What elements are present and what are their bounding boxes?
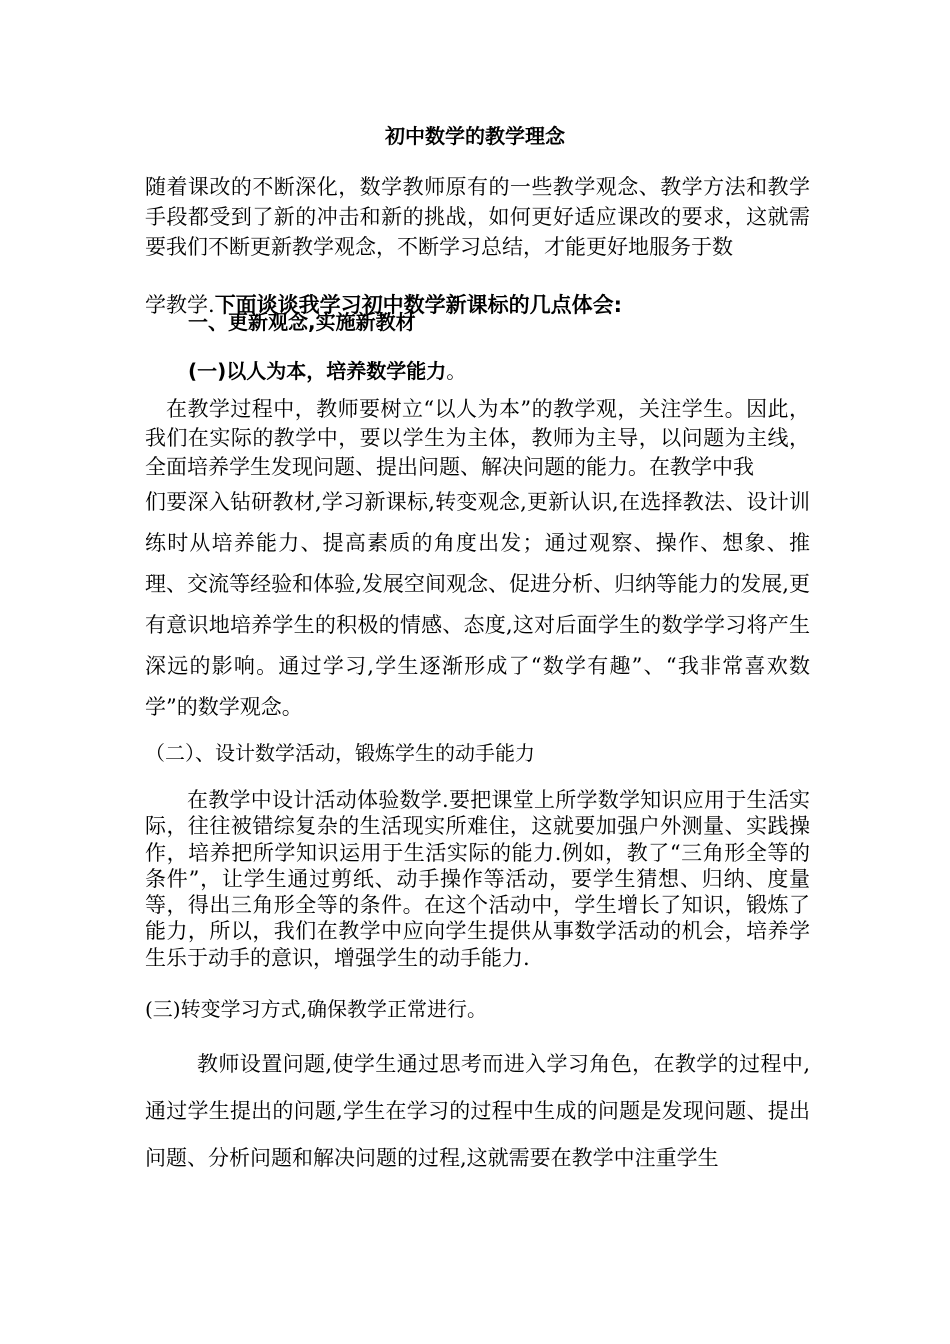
subsection-heading-1-text: (一)以人为本，培养数学能力: [188, 359, 447, 383]
document-title: 初中数学的教学理念: [385, 124, 565, 148]
subsection-3-paragraph: 教师设置问题,使学生通过思考而进入学习角色，在教学的过程中,通过学生提出的问题,学生在学习的过程中生成的问题是发现问题、提出问题、分析问题和解决问题的过程,这就需要在教学中注重学生: [145, 1052, 810, 1170]
section-heading-1: 一、更新观念,实施新教材: [188, 310, 416, 334]
intro-tail-bold-text: 下面谈谈我学习初中数学新课标的几点体会:: [214, 293, 623, 317]
intro-text: 随着课改的不断深化，数学教师原有的一些教学观念、教学方法和教学手段都受到了新的冲击和新的挑战，如何更好适应课改的要求，这就需要我们不断更新教学观念，不断学习总结，才能更好地服务于数: [145, 175, 810, 259]
subsection-heading-1: [188, 356, 853, 386]
subsection-heading-2: （二）、设计数学活动，锻炼学生的动手能力: [145, 741, 535, 765]
subsection-1-paragraph-part1: 在教学过程中，教师要树立“以人为本”的教学观，关注学生。因此，我们在实际的教学中，要以学生为主体，教师为主导，以问题为主线，全面培养学生发现问题、提出问题、解决问题的能力。在教学中我: [145, 397, 810, 479]
subsection-1-paragraph-part2: 们要深入钻研教材,学习新课标,转变观念,更新认识,在选择教法、设计训练时从培养能力、提高素质的角度出发；通过观察、操作、想象、推理、交流等经验和体验,发展空间观念、促进分析、归纳等能力的发展,更有意识地培养学生的积极的情感、态度,这对后面学生的数学学习将产生深远的影响。通过学习,学生逐渐形成了“数学有趣”、“我非常喜欢数学”的数学观念。: [145, 490, 810, 719]
subsection-heading-1-end: 。: [446, 359, 467, 383]
subsection-heading-3: (三)转变学习方式,确保教学正常进行。: [145, 997, 487, 1021]
subsection-2-paragraph: 在教学中设计活动体验数学.要把课堂上所学数学知识应用于生活实际，往往被错综复杂的生活现实所难住，这就要加强户外测量、实践操作，培养把所学知识运用于生活实际的能力.例如，教了“三角形全等的条件”，让学生通过剪纸、动手操作等活动，要学生猜想、归纳、度量等，得出三角形全等的条件。在这个活动中，学生增长了知识，锻炼了能力，所以，我们在教学中应向学生提供从事数学活动的机会，培养学生乐于动手的意识，增强学生的动手能力.: [145, 788, 810, 970]
intro-tail-text: 学教学.: [145, 293, 215, 317]
intro-paragraph: [145, 172, 810, 320]
